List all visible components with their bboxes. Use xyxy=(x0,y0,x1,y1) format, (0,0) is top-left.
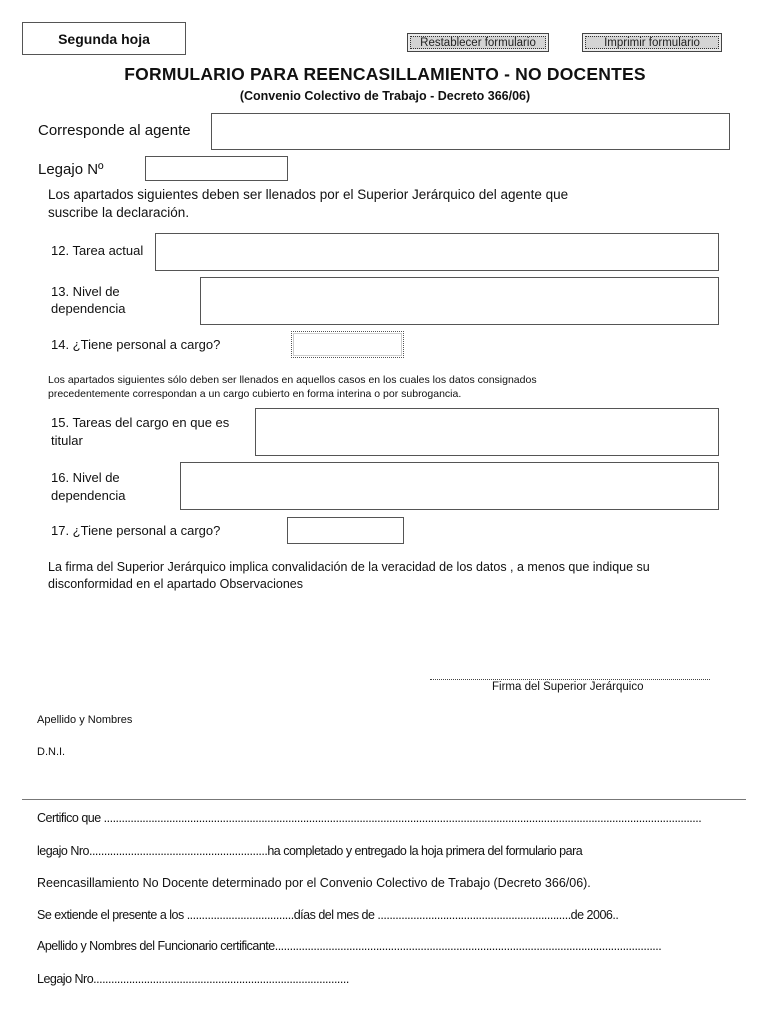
page-subtitle: (Convenio Colectivo de Trabajo - Decreto 366/06) xyxy=(239,89,531,103)
page-title: FORMULARIO PARA REENCASILLAMIENTO - NO DOCENTES xyxy=(124,64,646,84)
sheet-label: Segunda hoja xyxy=(58,30,150,47)
q16-label-line1: 16. Nivel de xyxy=(51,470,120,485)
q17-label: 17. ¿Tiene personal a cargo? xyxy=(51,523,221,538)
instructions-line2: suscribe la declaración. xyxy=(48,205,190,220)
name-label: Apellido y Nombres xyxy=(37,714,133,726)
cert-line1: Certifico que ......................................................................................................................................................................................................... xyxy=(37,811,702,825)
sheet-label-box xyxy=(22,22,186,55)
signature-text-line1: La firma del Superior Jerárquico implica convalidación de la veracidad de los datos , a menos que indique su xyxy=(48,560,650,574)
corresponde-label: Corresponde al agente xyxy=(38,122,191,139)
print-form-label: Imprimir formulario xyxy=(604,36,700,49)
q13-label-line1: 13. Nivel de xyxy=(51,284,120,299)
cert-line5: Apellido y Nombres del Funcionario certificante.................................................................................................................................. xyxy=(37,939,662,953)
q16-label-line2: dependencia xyxy=(51,488,126,503)
legajo-label: Legajo Nº xyxy=(38,161,104,178)
section-divider xyxy=(22,799,746,800)
cert-line3: Reencasillamiento No Docente determinado por el Convenio Colectivo de Trabajo (Decreto 366/06). xyxy=(37,876,591,890)
legajo-input[interactable] xyxy=(145,156,288,181)
q17-input[interactable] xyxy=(287,517,404,544)
cert-line4: Se extiende el presente a los ....................................días del mes de .................................................................de 2006.. xyxy=(37,908,619,922)
instructions-line1: Los apartados siguientes deben ser llenados por el Superior Jerárquico del agente que xyxy=(48,187,569,202)
cert-line2: legajo Nro............................................................ha completado y entregado la hoja primera del formulario para xyxy=(37,844,583,858)
dni-label: D.N.I. xyxy=(37,746,66,758)
reset-form-button[interactable] xyxy=(407,33,549,52)
signature-text-line2: disconformidad en el apartado Observaciones xyxy=(48,577,304,591)
q15-label-line2: titular xyxy=(51,433,83,448)
q13-label-line2: dependencia xyxy=(51,301,126,316)
corresponde-input[interactable] xyxy=(211,113,730,150)
signature-label: Firma del Superior Jerárquico xyxy=(492,681,644,693)
print-form-button[interactable] xyxy=(582,33,722,52)
q13-input[interactable] xyxy=(200,277,719,325)
q15-input[interactable] xyxy=(255,408,719,456)
note-line2: precedentemente correspondan a un cargo cubierto en forma interina o por subrogancia. xyxy=(48,388,462,400)
reset-form-label: Restablecer formulario xyxy=(420,36,536,49)
q15-label-line1: 15. Tareas del cargo en que es xyxy=(51,415,230,430)
cert-line6: Legajo Nro...................................................................................... xyxy=(37,972,349,986)
q16-input[interactable] xyxy=(180,462,719,510)
q14-label: 14. ¿Tiene personal a cargo? xyxy=(51,337,221,352)
q14-input[interactable] xyxy=(291,331,404,358)
q12-label: 12. Tarea actual xyxy=(51,243,144,258)
note-line1: Los apartados siguientes sólo deben ser llenados en aquellos casos en los cuales los datos consignados xyxy=(48,374,537,386)
q12-input[interactable] xyxy=(155,233,719,271)
